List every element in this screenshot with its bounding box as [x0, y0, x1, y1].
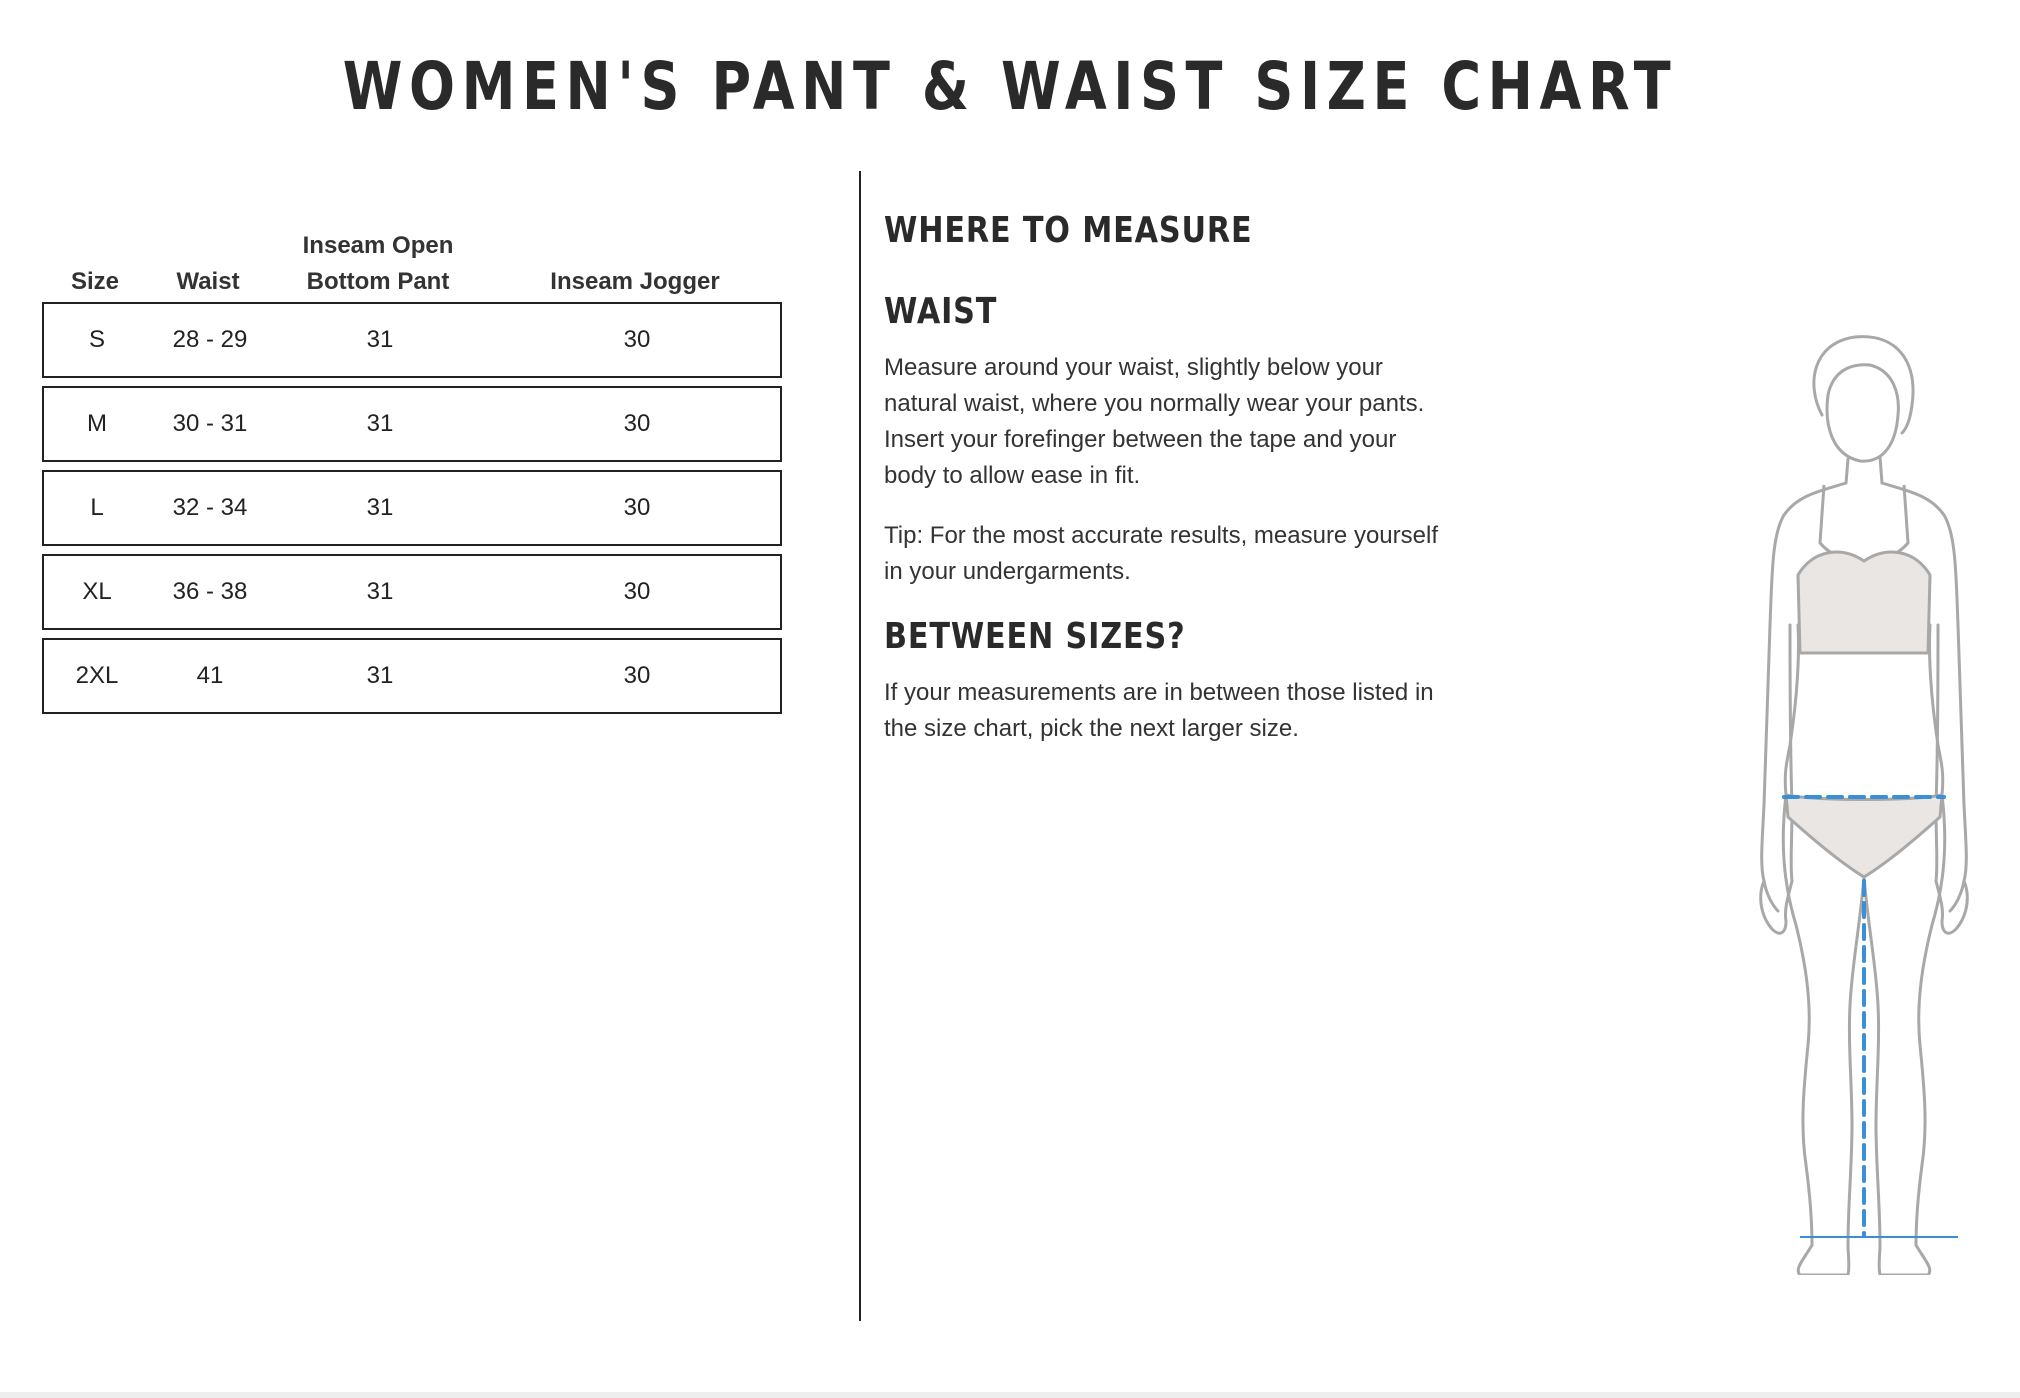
size-table — [42, 200, 782, 689]
cell-waist: 32 - 34 — [172, 494, 248, 521]
table-row — [42, 638, 782, 714]
cell-inseam-jogger: 30 — [623, 662, 651, 689]
page-title: WOMEN'S PANT & WAIST SIZE CHART — [342, 48, 1678, 125]
cell-inseam-open: 31 — [366, 578, 394, 605]
measure-tip: Tip: For the most accurate results, measure yourself in your undergarments. — [884, 522, 1438, 585]
table-row — [42, 386, 782, 462]
cell-inseam-jogger: 30 — [623, 494, 651, 521]
cell-inseam-open: 31 — [366, 326, 394, 353]
header-inseam-open-line1: Inseam Open — [302, 232, 454, 259]
cell-waist: 36 - 38 — [172, 578, 248, 605]
table-row — [42, 302, 782, 378]
header-inseam-open-line2: Bottom Pant — [306, 268, 450, 295]
cell-size: XL — [82, 578, 112, 605]
header-inseam-open-bottom — [268, 228, 488, 300]
between-sizes-text: If your measurements are in between those listed in the size chart, pick the next larger size. — [884, 679, 1434, 742]
cell-waist: 28 - 29 — [172, 326, 248, 353]
cell-size: M — [87, 410, 107, 437]
cell-size: S — [88, 326, 105, 353]
waist-heading: WAIST — [884, 291, 998, 332]
header-size: Size — [70, 268, 120, 295]
table-row — [42, 554, 782, 630]
cell-inseam-open: 31 — [366, 494, 394, 521]
cell-inseam-open: 31 — [366, 410, 394, 437]
waist-instructions: Measure around your waist, slightly below your natural waist, where you normally wear your pants. Insert your forefinger between the tape and your body to allow ease in fit. — [884, 354, 1425, 489]
table-header — [42, 200, 782, 300]
table-row — [42, 470, 782, 546]
cell-waist: 30 - 31 — [172, 410, 248, 437]
cell-size: 2XL — [75, 662, 119, 689]
where-to-measure-heading: WHERE TO MEASURE — [884, 210, 1253, 251]
where-to-measure-panel — [884, 210, 1444, 747]
column-divider — [859, 171, 861, 1321]
footer-strip — [0, 1392, 2020, 1398]
header-waist: Waist — [176, 268, 240, 295]
cell-inseam-jogger: 30 — [623, 410, 651, 437]
cell-inseam-open: 31 — [366, 662, 394, 689]
cell-size: L — [90, 494, 104, 521]
header-inseam-jogger: Inseam Jogger — [550, 268, 720, 295]
between-sizes-heading: BETWEEN SIZES? — [884, 616, 1186, 657]
woman-body-measure-icon — [1720, 325, 2000, 1275]
cell-inseam-jogger: 30 — [623, 578, 651, 605]
cell-inseam-jogger: 30 — [623, 326, 651, 353]
cell-waist: 41 — [196, 662, 224, 689]
